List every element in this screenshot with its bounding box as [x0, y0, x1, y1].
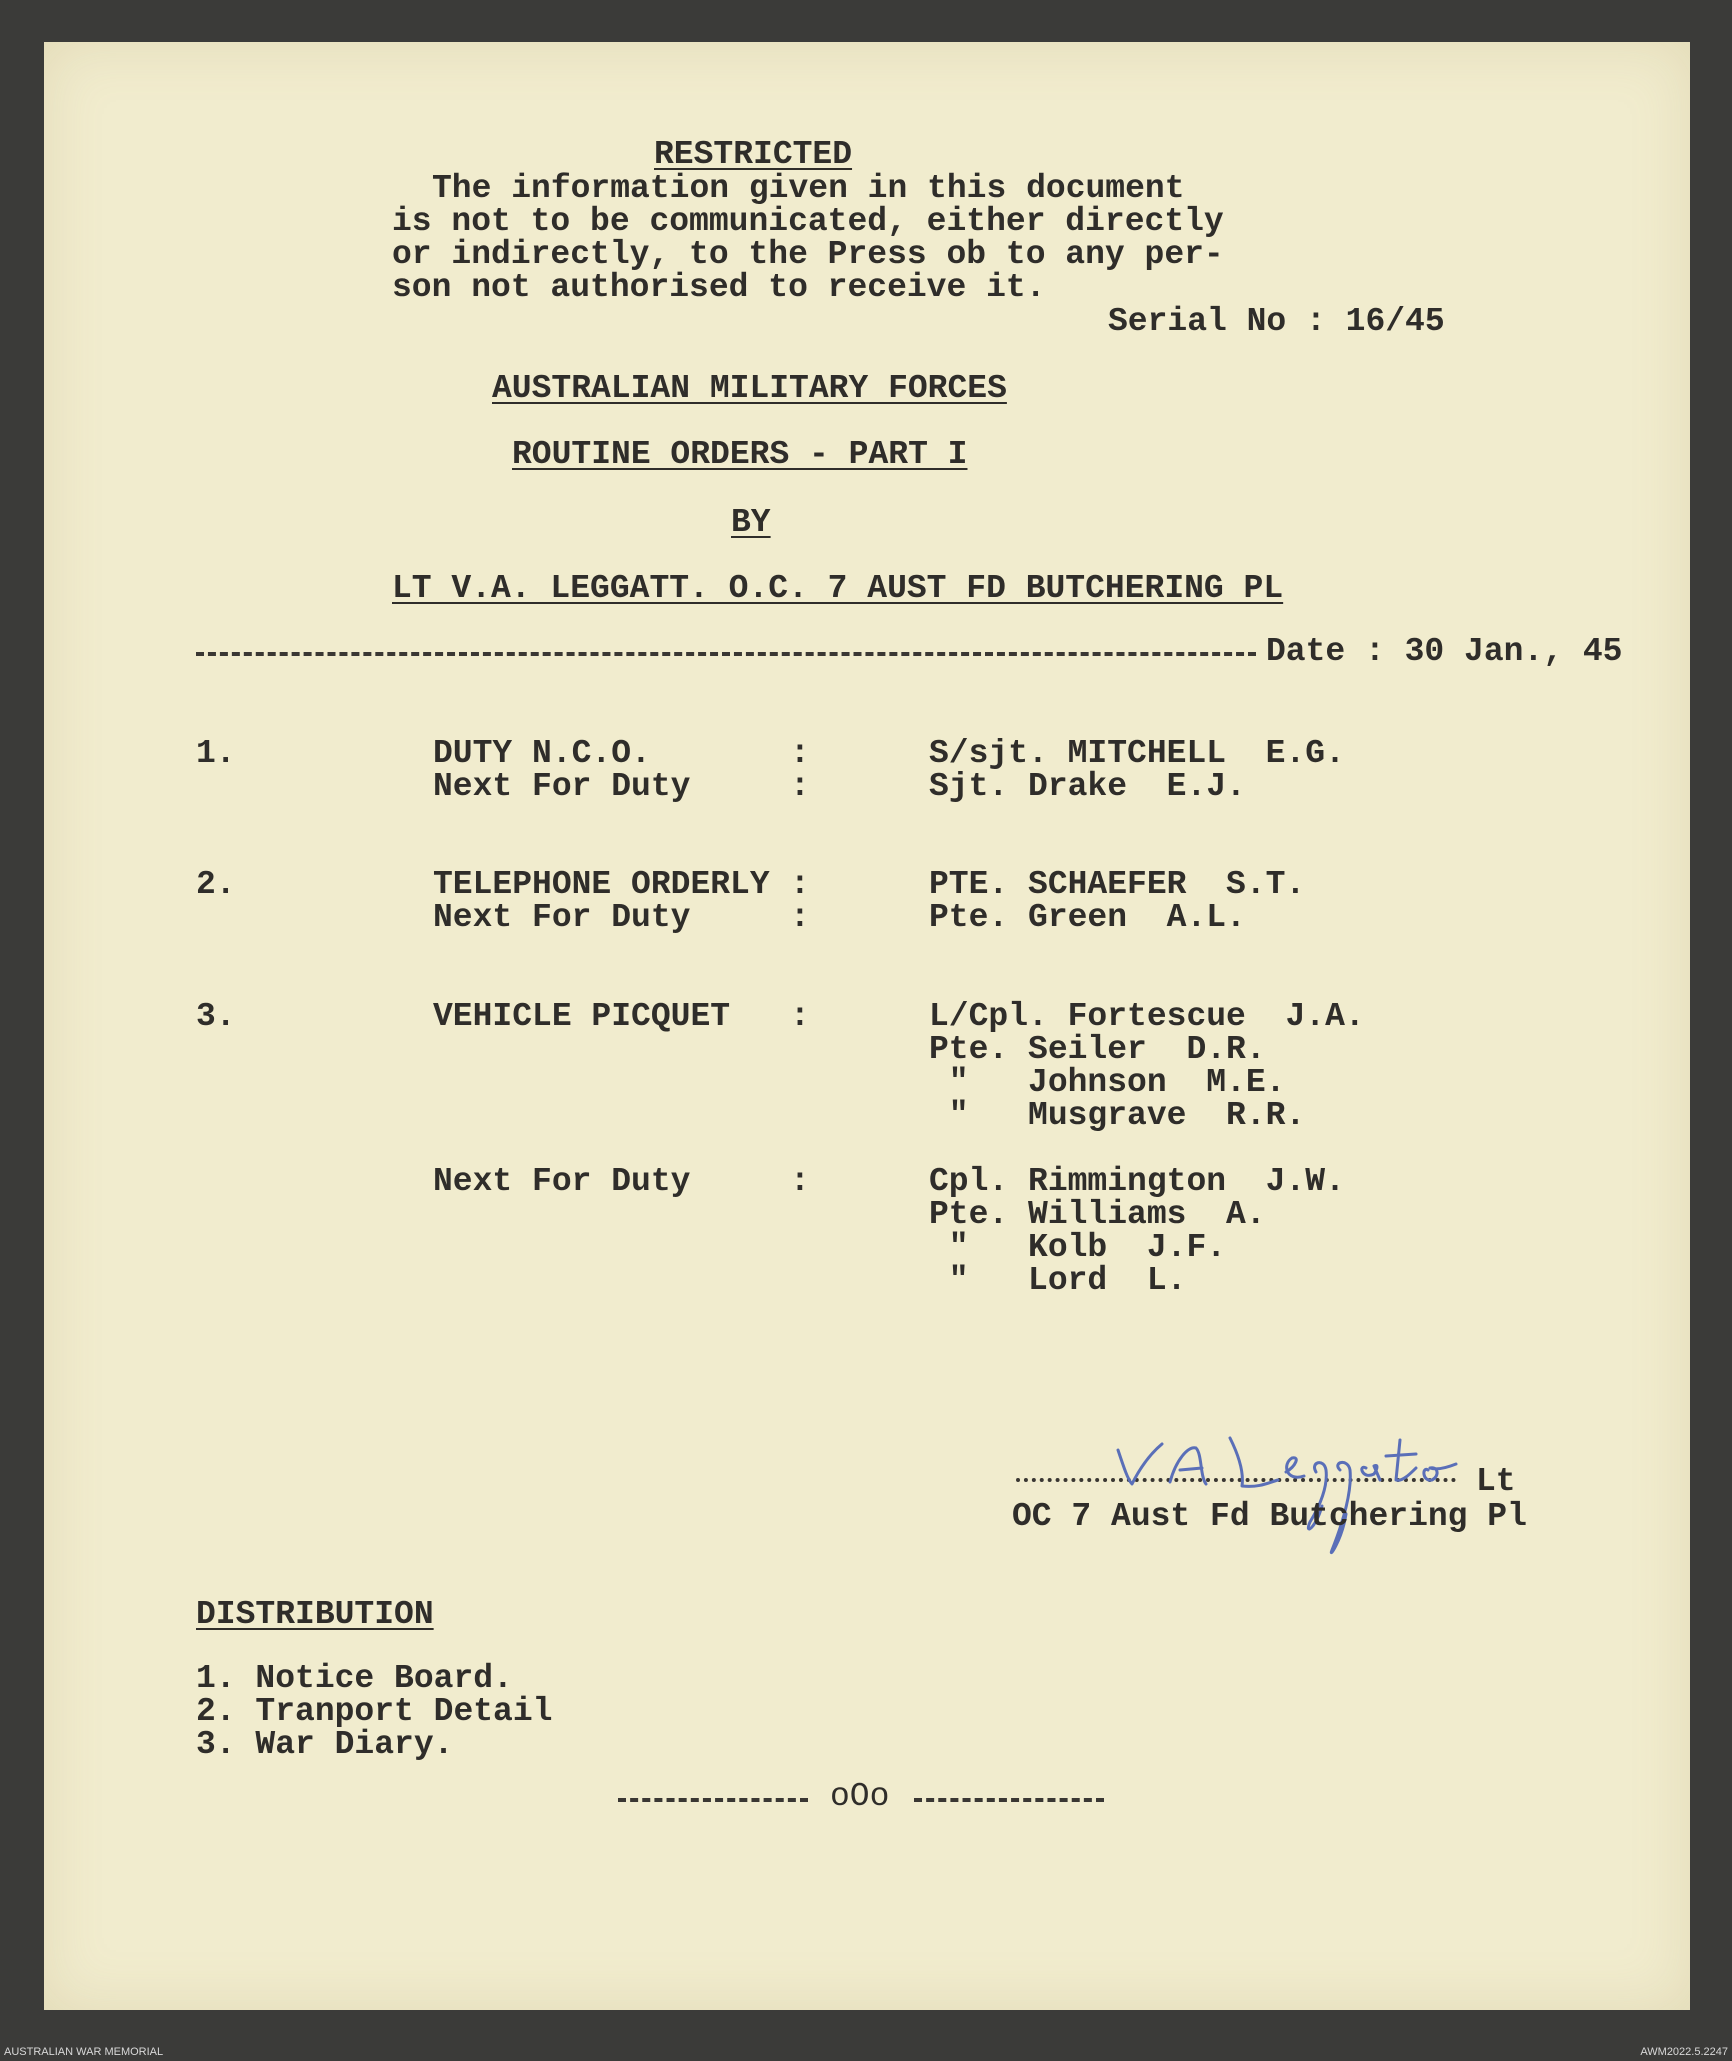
- duty-name: S/sjt. MITCHELL E.G.: [929, 735, 1345, 772]
- serial-number: Serial No : 16/45: [1108, 303, 1445, 340]
- notice-line-3: or indirectly, to the Press ob to any per-: [392, 236, 1224, 273]
- notice-line-1: The information given in this document: [432, 170, 1185, 207]
- colon: :: [790, 866, 810, 903]
- end-rule-left: [618, 1798, 808, 1802]
- end-rule-right: [914, 1798, 1104, 1802]
- order-date: Date : 30 Jan., 45: [1266, 633, 1623, 670]
- distribution-item: 1. Notice Board.: [196, 1660, 513, 1697]
- notice-line-2: is not to be communicated, either directly: [392, 203, 1224, 240]
- next-duty-name: " Lord L.: [929, 1262, 1187, 1299]
- duty-name: L/Cpl. Fortescue J.A.: [929, 998, 1365, 1035]
- org-title: AUSTRALIAN MILITARY FORCES: [492, 370, 1007, 407]
- distribution-heading: DISTRIBUTION: [196, 1596, 434, 1633]
- separator-line: [196, 652, 1256, 656]
- next-duty-label: Next For Duty: [433, 768, 691, 805]
- next-duty-name: Pte. Green A.L.: [929, 899, 1246, 936]
- colon: :: [790, 899, 810, 936]
- duty-name: " Johnson M.E.: [929, 1064, 1286, 1101]
- duty-name: " Musgrave R.R.: [929, 1097, 1306, 1134]
- archive-footer-left: AUSTRALIAN WAR MEMORIAL: [4, 2046, 164, 2058]
- signature-position: OC 7 Aust Fd Butchering Pl: [1012, 1498, 1527, 1535]
- notice-line-4: son not authorised to receive it.: [392, 269, 1046, 306]
- duty-name: PTE. SCHAEFER S.T.: [929, 866, 1306, 903]
- item-number: 1.: [196, 735, 236, 772]
- restricted-heading: RESTRICTED: [654, 136, 853, 173]
- next-duty-label: Next For Duty: [433, 1163, 691, 1200]
- next-duty-label: Next For Duty: [433, 899, 691, 936]
- duty-label: DUTY N.C.O.: [433, 735, 651, 772]
- next-duty-name: Sjt. Drake E.J.: [929, 768, 1246, 805]
- duty-label: TELEPHONE ORDERLY: [433, 866, 770, 903]
- next-duty-name: Cpl. Rimmington J.W.: [929, 1163, 1345, 1200]
- next-duty-name: " Kolb J.F.: [929, 1229, 1227, 1266]
- colon: :: [790, 768, 810, 805]
- distribution-item: 3. War Diary.: [196, 1726, 454, 1763]
- colon: :: [790, 735, 810, 772]
- signature-rank: Lt: [1476, 1463, 1516, 1500]
- item-number: 2.: [196, 866, 236, 903]
- by-label: BY: [731, 504, 771, 541]
- duty-name: Pte. Seiler D.R.: [929, 1031, 1266, 1068]
- next-duty-name: Pte. Williams A.: [929, 1196, 1266, 1233]
- officer-line: LT V.A. LEGGATT. O.C. 7 AUST FD BUTCHERING PL: [392, 570, 1284, 607]
- distribution-item: 2. Tranport Detail: [196, 1693, 553, 1730]
- colon: :: [790, 1163, 810, 1200]
- handwritten-signature: [1110, 1410, 1470, 1560]
- archive-footer-right: AWM2022.5.2247: [1640, 2046, 1728, 2058]
- orders-title: ROUTINE ORDERS - PART I: [512, 436, 968, 473]
- item-number: 3.: [196, 998, 236, 1035]
- colon: :: [790, 998, 810, 1035]
- end-mark: oOo: [830, 1778, 890, 1815]
- duty-label: VEHICLE PICQUET: [433, 998, 731, 1035]
